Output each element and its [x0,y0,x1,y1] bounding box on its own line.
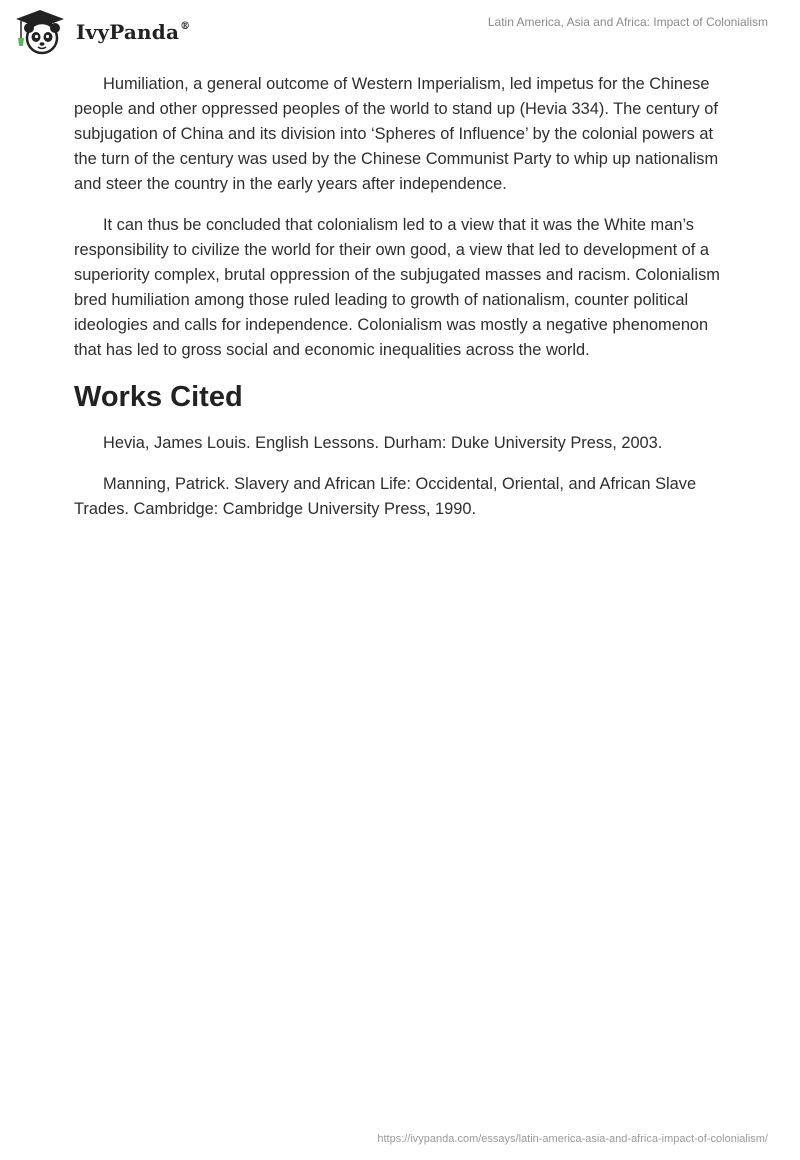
brand-name-text: IvyPanda [76,20,180,44]
works-cited-heading: Works Cited [74,381,243,413]
source-url[interactable]: https://ivypanda.com/essays/latin-america-asia-and-africa-impact-of-colonialism/ [377,1133,768,1145]
running-title: Latin America, Asia and Africa: Impact of Colonialism [487,15,768,29]
page-header [0,0,800,70]
panda-graduate-icon[interactable] [14,8,66,56]
body-paragraph: Humiliation, a general outcome of Western Imperialism, led impetus for the Chinese people and other oppressed peoples of the world to stand up (Hevia 334). The century of subjugation of China and its division into ‘Spheres of Influence’ by the colonial powers at the turn of the century was used by the Chinese Communist Party to whip up nationalism and steer the country in the early years after independence. [74,75,719,193]
body-paragraph: It can thus be concluded that colonialism led to a view that it was the White man’s responsibility to civilize the world for their own good, a view that led to development of a superiority complex, brutal oppression of the subjugated masses and racism. Colonialism bred humiliation among those ruled leading to growth of nationalism, counter political ideologies and calls for independence. Colonialism was mostly a negative phenomenon that has led to gross social and economic inequalities across the world. [74,216,720,359]
brand-name[interactable] [76,20,190,44]
essay-content [74,72,724,538]
citation: Hevia, James Louis. English Lessons. Durham: Duke University Press, 2003. [103,434,663,452]
citation: Manning, Patrick. Slavery and African Life: Occidental, Oriental, and African Slave Trades. Cambridge: Cambridge University Press, 1990. [74,475,697,518]
registered-mark: ® [180,21,191,33]
